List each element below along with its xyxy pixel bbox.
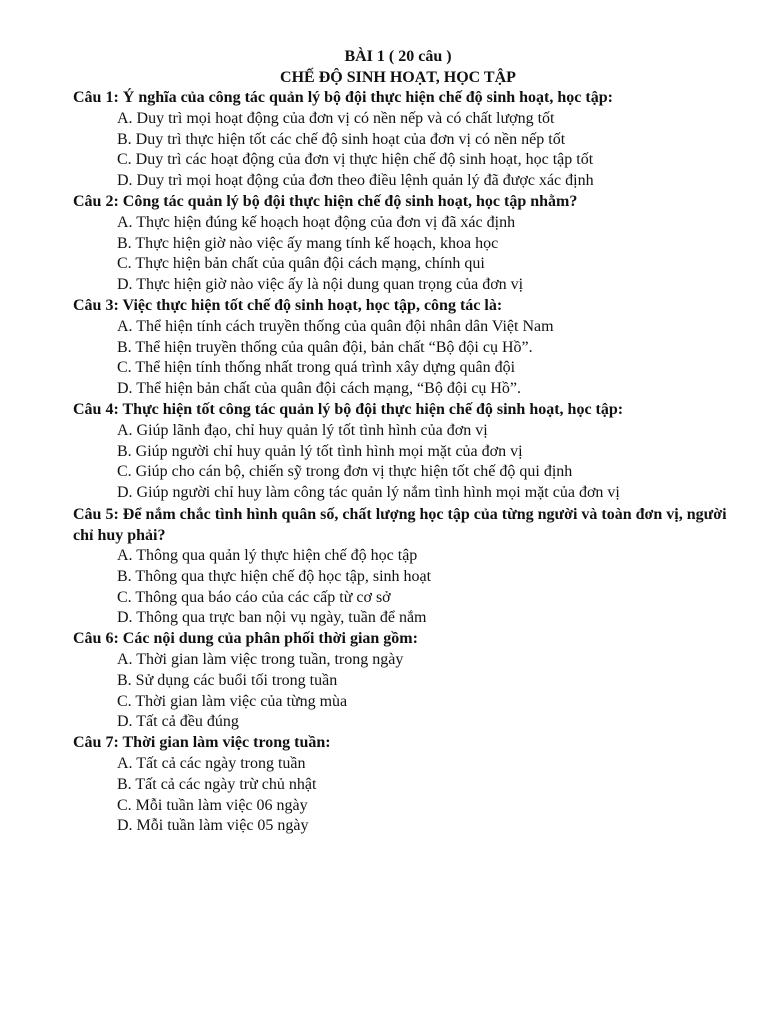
answer-option-a: A. Thực hiện đúng kế hoạch hoạt động của đơn vị đã xác định: [117, 213, 516, 231]
answer-option-b: B. Duy trì thực hiện tốt các chế độ sinh hoạt của đơn vị có nền nếp tốt: [117, 130, 566, 148]
question-list: [0, 88, 768, 837]
question-7: [0, 733, 768, 837]
answer-option-c: C. Thể hiện tính thống nhất trong quá trình xây dựng quân đội: [117, 359, 516, 377]
answer-option-b: B. Giúp người chỉ huy quản lý tốt tình hình mọi mặt của đơn vị: [117, 442, 523, 460]
answer-option-c: C. Giúp cho cán bộ, chiến sỹ trong đơn vị thực hiện tốt chế độ qui định: [117, 463, 573, 481]
answer-option-c: C. Mỗi tuần làm việc 06 ngày: [117, 796, 308, 814]
answer-list: [0, 317, 768, 400]
answer-option-b: B. Tất cả các ngày trừ chủ nhật: [117, 775, 317, 793]
answer-option-d: D. Thực hiện giờ nào việc ấy là nội dung quan trọng của đơn vị: [117, 276, 524, 294]
answer-list: [0, 546, 768, 629]
answer-option-a: A. Thể hiện tính cách truyền thống của quân đội nhân dân Việt Nam: [117, 317, 554, 335]
answer-option-d: D. Duy trì mọi hoạt động của đơn theo điều lệnh quản lý đã được xác định: [117, 172, 594, 190]
question-text: Câu 1: Ý nghĩa của công tác quản lý bộ đội thực hiện chế độ sinh hoạt, học tập:: [73, 89, 613, 106]
lesson-title: BÀI 1 ( 20 câu ): [344, 48, 452, 65]
question-text: Câu 2: Công tác quản lý bộ đội thực hiện chế độ sinh hoạt, học tập nhằm?: [73, 192, 578, 210]
question-4: [0, 400, 768, 504]
question-6: [0, 629, 768, 733]
answer-option-b: B. Sử dụng các buổi tối trong tuần: [117, 671, 338, 689]
question-text: Câu 6: Các nội dung của phân phối thời gian gồm:: [73, 630, 418, 648]
answer-option-b: B. Thực hiện giờ nào việc ấy mang tính kế hoạch, khoa học: [117, 234, 499, 252]
question-1: [0, 88, 768, 192]
answer-list: [0, 421, 768, 504]
answer-option-c: C. Thời gian làm việc của từng mùa: [117, 692, 348, 710]
question-3: [0, 296, 768, 400]
question-text: Câu 4: Thực hiện tốt công tác quản lý bộ đội thực hiện chế độ sinh hoạt, học tập:: [73, 400, 624, 418]
answer-option-b: B. Thể hiện truyền thống của quân đội, bản chất “Bộ đội cụ Hồ”.: [117, 338, 533, 356]
question-5: [0, 504, 768, 629]
answer-list: [0, 650, 768, 733]
question-text: Câu 3: Việc thực hiện tốt chế độ sinh hoạt, học tập, công tác là:: [73, 296, 503, 314]
answer-option-a: A. Giúp lãnh đạo, chỉ huy quản lý tốt tình hình của đơn vị: [117, 421, 488, 439]
answer-option-a: A. Thông qua quản lý thực hiện chế độ học tập: [117, 546, 418, 564]
answer-option-d: D. Tất cả đều đúng: [117, 713, 239, 731]
answer-option-c: C. Thông qua báo cáo của các cấp từ cơ sở: [117, 588, 391, 606]
answer-option-d: D. Mỗi tuần làm việc 05 ngày: [117, 817, 309, 835]
lesson-subtitle: CHẾ ĐỘ SINH HOẠT, HỌC TẬP: [280, 69, 516, 86]
answer-list: [0, 213, 768, 296]
lesson-header: [0, 0, 768, 88]
answer-option-d: D. Giúp người chỉ huy làm công tác quản lý nắm tình hình mọi mặt của đơn vị: [117, 484, 620, 502]
question-text: Câu 5: Để nắm chắc tình hình quân số, chất lượng học tập của từng người và toàn đơn vị, người chỉ huy phải?: [73, 505, 727, 544]
question-text: Câu 7: Thời gian làm việc trong tuần:: [73, 734, 331, 752]
answer-option-a: A. Tất cả các ngày trong tuần: [117, 754, 306, 772]
question-2: [0, 192, 768, 296]
answer-option-a: A. Thời gian làm việc trong tuần, trong ngày: [117, 650, 404, 668]
answer-option-c: C. Thực hiện bản chất của quân đội cách mạng, chính qui: [117, 255, 485, 273]
answer-list: [0, 109, 768, 192]
answer-option-c: C. Duy trì các hoạt động của đơn vị thực hiện chế độ sinh hoạt, học tập tốt: [117, 151, 594, 169]
answer-option-b: B. Thông qua thực hiện chế độ học tập, sinh hoạt: [117, 567, 432, 585]
answer-list: [0, 754, 768, 837]
answer-option-a: A. Duy trì mọi hoạt động của đơn vị có nền nếp và có chất lượng tốt: [117, 109, 555, 127]
answer-option-d: D. Thể hiện bản chất của quân đội cách mạng, “Bộ đội cụ Hồ”.: [117, 380, 522, 398]
answer-option-d: D. Thông qua trực ban nội vụ ngày, tuần để nắm: [117, 609, 427, 627]
